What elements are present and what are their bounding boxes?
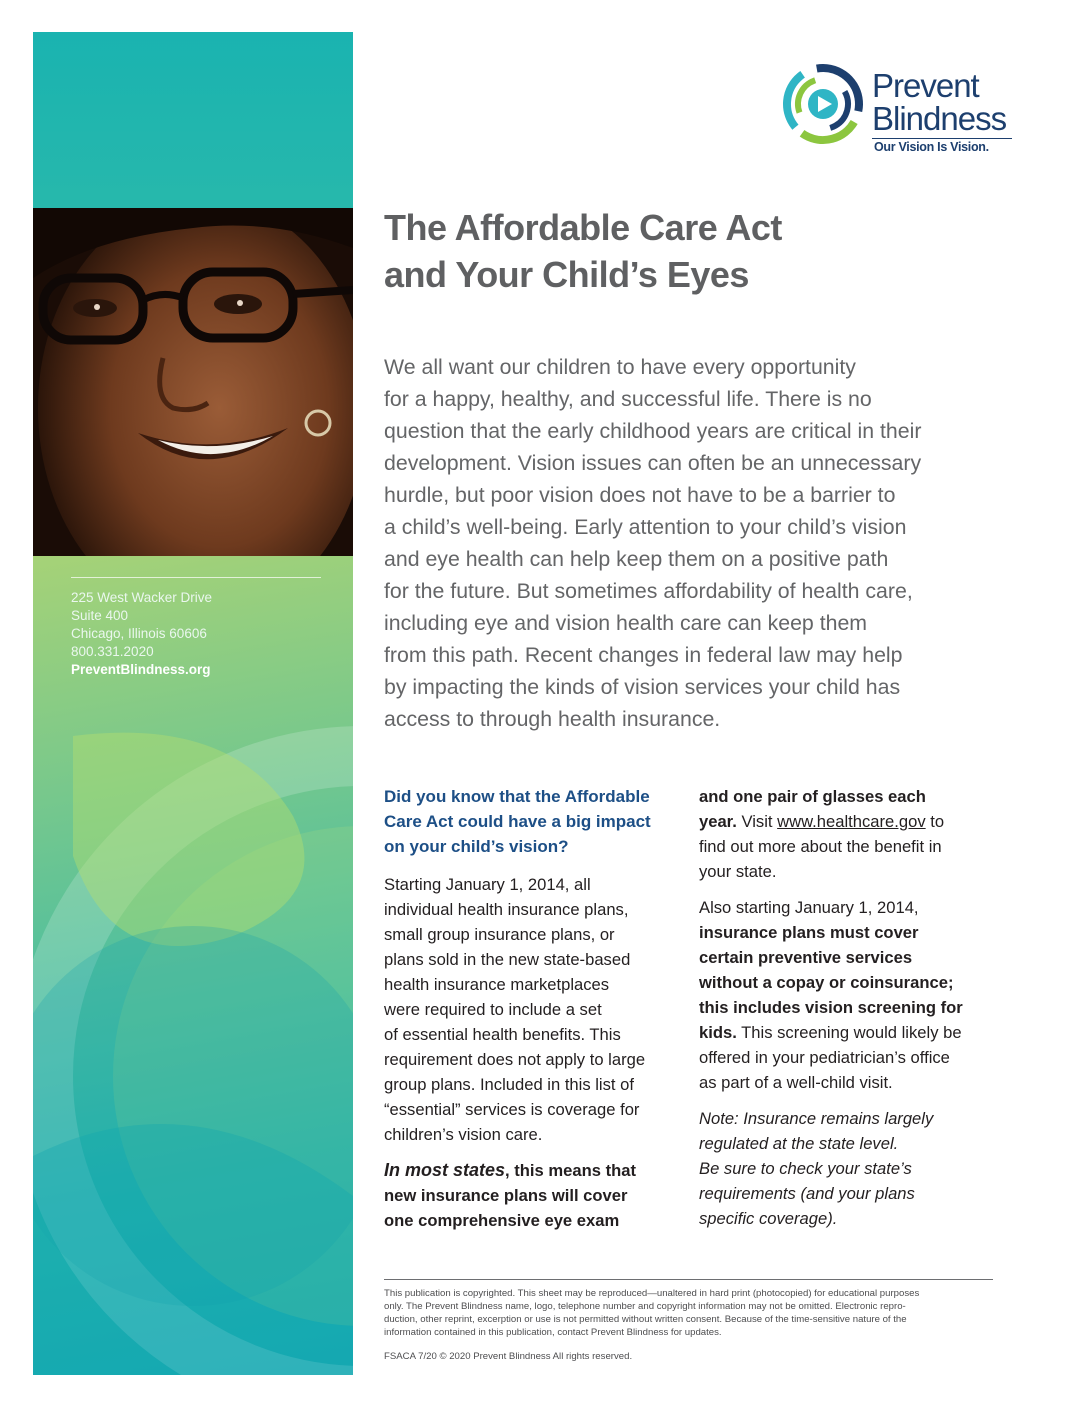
- paragraph-line: find out more about the benefit in: [699, 837, 942, 856]
- note-line: specific coverage).: [699, 1209, 838, 1228]
- glasses-paragraph: [699, 784, 999, 884]
- address-phone: 800.331.2020: [71, 644, 154, 659]
- page-title: [384, 204, 1024, 298]
- section-question-heading: [384, 784, 684, 859]
- logo-wordmark: [872, 69, 1006, 135]
- intro-paragraph: [384, 351, 984, 735]
- intro-line: and eye health can help keep them on a positive path: [384, 547, 889, 571]
- paragraph-line: certain preventive services: [699, 948, 913, 967]
- paragraph-line: without a copay or coinsurance;: [699, 973, 954, 992]
- title-line1: The Affordable Care Act: [384, 207, 782, 248]
- intro-line: development. Vision issues can often be an unnecessary: [384, 451, 922, 475]
- address-suite: Suite 400: [71, 608, 129, 623]
- paragraph-line: offered in your pediatrician’s office: [699, 1048, 950, 1067]
- intro-line: from this path. Recent changes in federal law may help: [384, 643, 903, 667]
- paragraph-line: one comprehensive eye exam: [384, 1211, 620, 1230]
- healthcare-gov-link[interactable]: www.healthcare.gov: [777, 812, 926, 831]
- intro-line: question that the early childhood years are critical in their: [384, 419, 922, 443]
- logo-name-line1: Prevent: [872, 67, 979, 104]
- address-block: [71, 589, 212, 679]
- paragraph-line: this includes vision screening for: [699, 998, 963, 1017]
- eye-logo-icon: [782, 63, 864, 145]
- question-line: Care Act could have a big impact: [384, 812, 651, 831]
- paragraph-line: children’s vision care.: [384, 1125, 543, 1144]
- paragraph-line: “essential” services is coverage for: [384, 1100, 640, 1119]
- disclaimer-line: information contained in this publication, contact Prevent Blindness for updates.: [384, 1327, 722, 1338]
- intro-line: for the future. But sometimes affordability of health care,: [384, 579, 913, 603]
- child-face-illustration: [33, 208, 353, 556]
- visit-text: Visit: [736, 812, 778, 831]
- address-street: 225 West Wacker Drive: [71, 590, 213, 605]
- left-decorative-column: [33, 32, 353, 1375]
- question-line: Did you know that the Affordable: [384, 787, 650, 806]
- paragraph-line: requirement does not apply to large: [384, 1050, 646, 1069]
- footer-divider: [384, 1279, 993, 1280]
- note-line: Note: Insurance remains largely: [699, 1109, 934, 1128]
- prevent-blindness-logo: [782, 63, 1022, 158]
- paragraph-line: as part of a well-child visit.: [699, 1073, 893, 1092]
- logo-divider: [872, 138, 1012, 139]
- essential-benefits-paragraph: [384, 872, 684, 1147]
- most-states-rest: , this means that: [505, 1161, 636, 1180]
- disclaimer-line: duction, other reprint, excerption or use is not permitted without written consent. Because of the time-sensitive nature of the: [384, 1314, 907, 1325]
- address-city: Chicago, Illinois 60606: [71, 626, 207, 641]
- intro-line: a child’s well-being. Early attention to your child’s vision: [384, 515, 907, 539]
- note-line: requirements (and your plans: [699, 1184, 915, 1203]
- paragraph-line: new insurance plans will cover: [384, 1186, 628, 1205]
- question-line: on your child’s vision?: [384, 837, 569, 856]
- intro-line: access to through health insurance.: [384, 707, 721, 731]
- logo-tagline: Our Vision Is Vision.: [874, 140, 989, 154]
- child-photo: [33, 208, 353, 556]
- copyright-notice: FSACA 7/20 © 2020 Prevent Blindness All rights reserved.: [384, 1351, 633, 1362]
- paragraph-line: were required to include a set: [384, 1000, 602, 1019]
- paragraph-line: Also starting January 1, 2014,: [699, 898, 919, 917]
- gradient-panel: [33, 556, 353, 1375]
- paragraph-line: insurance plans must cover: [699, 923, 919, 942]
- title-line2: and Your Child’s Eyes: [384, 254, 749, 295]
- paragraph-line: small group insurance plans, or: [384, 925, 615, 944]
- most-states-lead: In most states: [384, 1160, 506, 1180]
- intro-line: including eye and vision health care can keep them: [384, 611, 868, 635]
- paragraph-line: individual health insurance plans,: [384, 900, 629, 919]
- intro-line: We all want our children to have every opportunity: [384, 355, 856, 379]
- intro-line: for a happy, healthy, and successful life. There is no: [384, 387, 872, 411]
- note-line: regulated at the state level.: [699, 1134, 899, 1153]
- paragraph-line: your state.: [699, 862, 777, 881]
- copyright-disclaimer: [384, 1287, 993, 1339]
- paragraph-line: group plans. Included in this list of: [384, 1075, 634, 1094]
- address-divider: [71, 577, 321, 578]
- to-text: to: [925, 812, 945, 831]
- preventive-services-paragraph: [699, 895, 999, 1095]
- paragraph-line: and one pair of glasses each: [699, 787, 926, 806]
- column-left: [384, 784, 684, 1233]
- paragraph-line: Starting January 1, 2014, all: [384, 875, 591, 894]
- paragraph-line: plans sold in the new state-based: [384, 950, 631, 969]
- kids-bold: kids.: [699, 1023, 737, 1042]
- intro-line: by impacting the kinds of vision services your child has: [384, 675, 901, 699]
- paragraph-line: health insurance marketplaces: [384, 975, 610, 994]
- note-line: Be sure to check your state’s: [699, 1159, 912, 1178]
- logo-name-line2: Blindness: [872, 100, 1007, 137]
- teal-header-block: [33, 32, 353, 208]
- paragraph-line: of essential health benefits. This: [384, 1025, 621, 1044]
- year-bold: year.: [699, 812, 737, 831]
- disclaimer-line: This publication is copyrighted. This sheet may be reproduced—unaltered in hard print (photocopied) for educational purposes: [384, 1288, 920, 1299]
- intro-line: hurdle, but poor vision does not have to be a barrier to: [384, 483, 896, 507]
- address-website[interactable]: PreventBlindness.org: [71, 662, 211, 677]
- disclaimer-line: only. The Prevent Blindness name, logo, telephone number and copyright information may not be omitted. Electronic repro-: [384, 1301, 906, 1312]
- insurance-note: [699, 1106, 999, 1231]
- screening-text: This screening would likely be: [736, 1023, 962, 1042]
- column-right: [699, 784, 999, 1231]
- most-states-paragraph: [384, 1158, 684, 1233]
